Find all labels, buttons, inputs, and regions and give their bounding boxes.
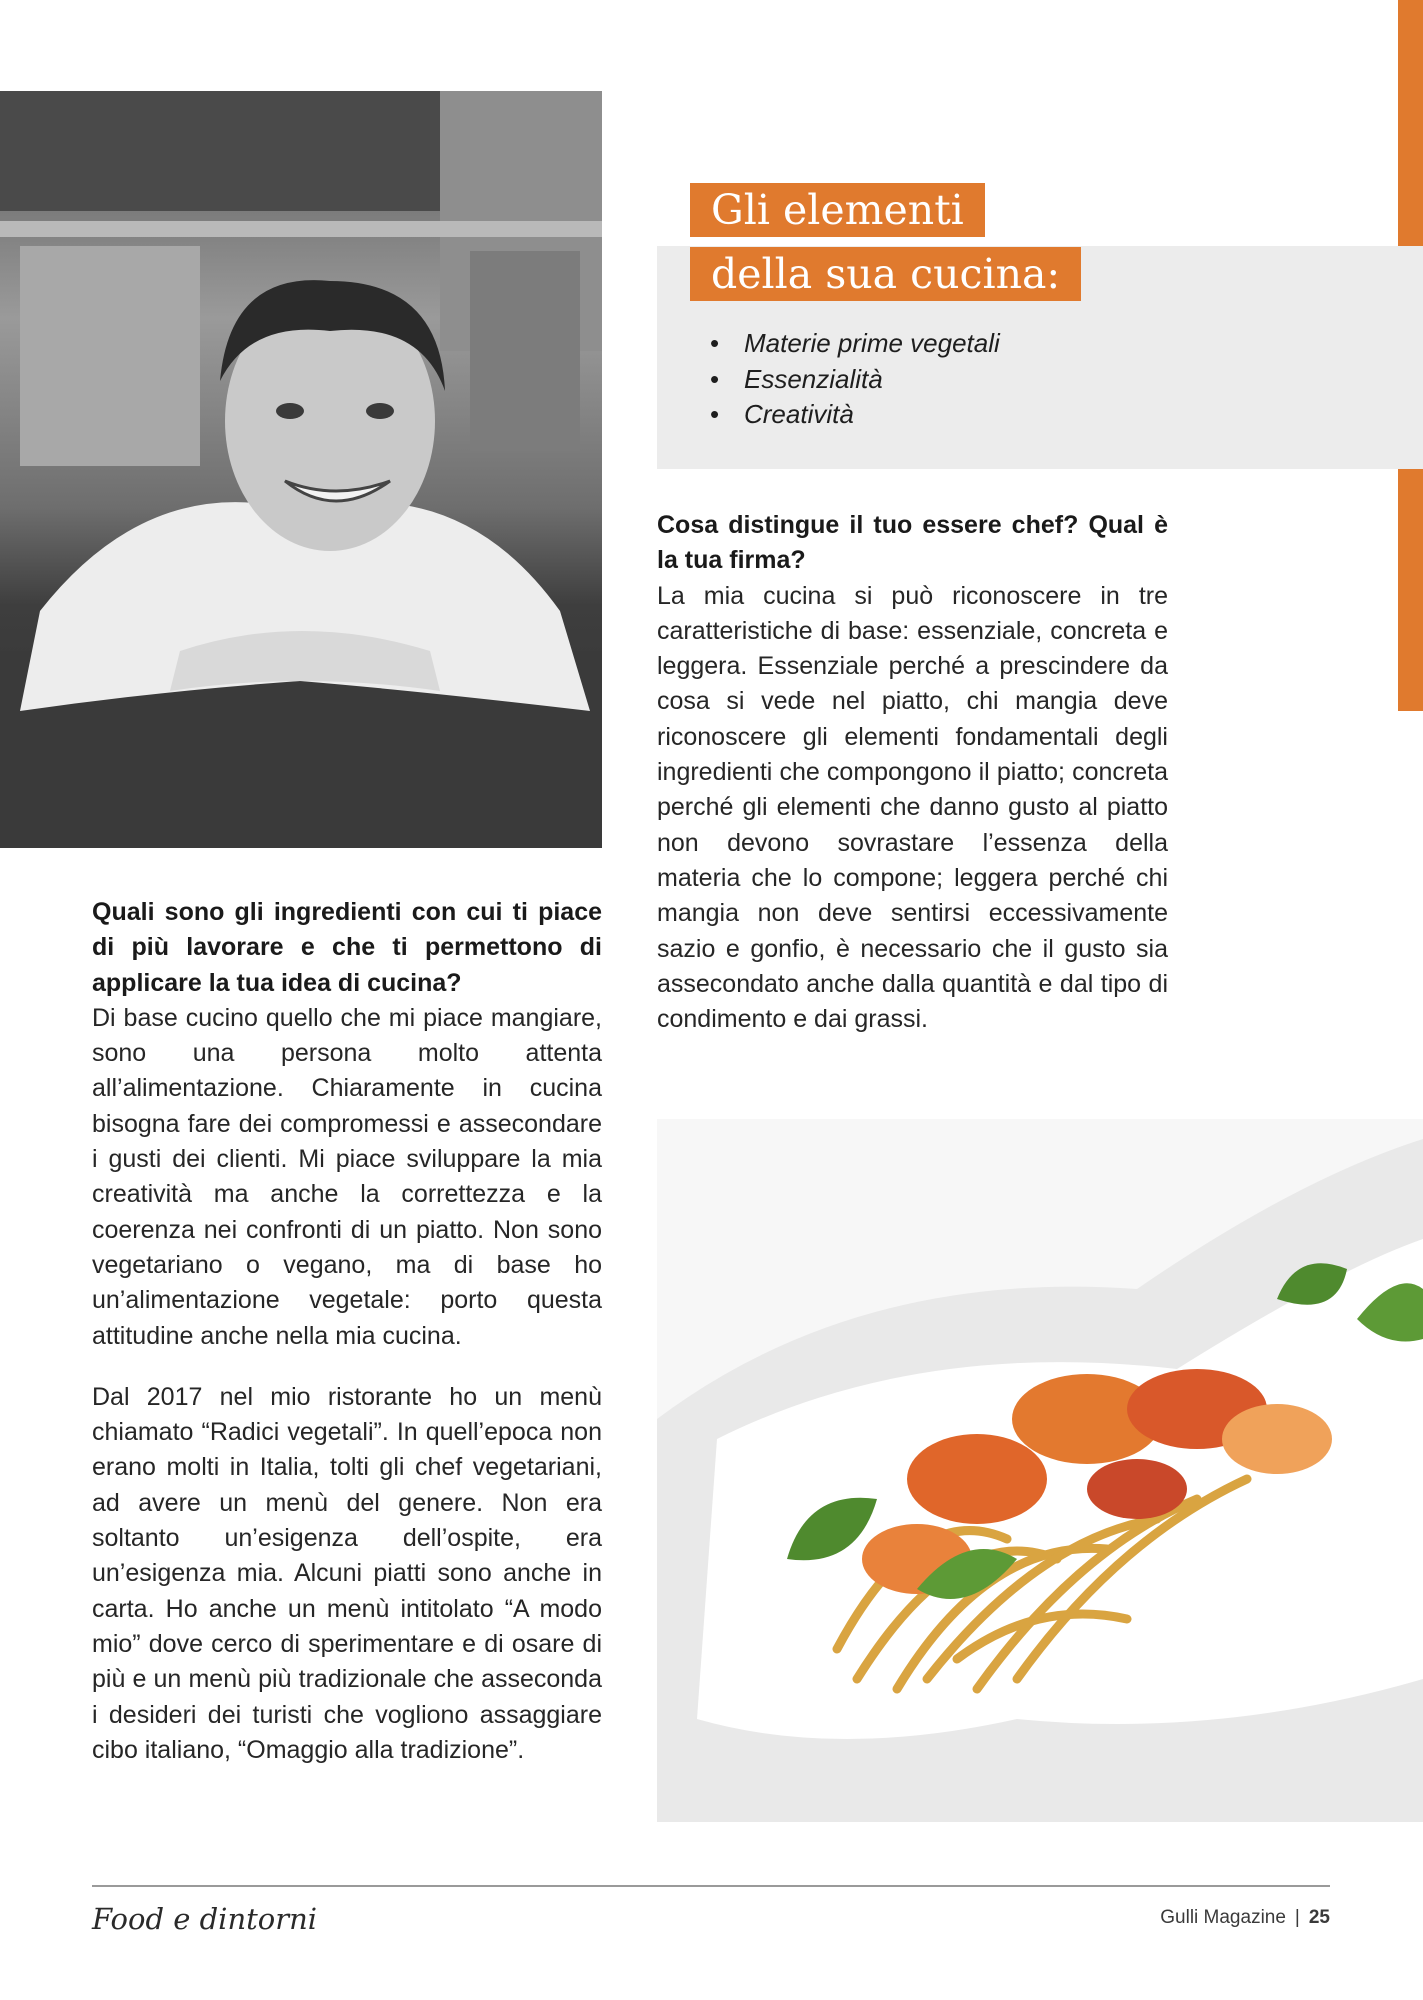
right-column — [657, 508, 1168, 1037]
footer-separator: | — [1294, 1907, 1300, 1928]
answer-paragraph: La mia cucina si può riconoscere in tre caratteristiche di base: essenziale, concreta e leggera. Essenziale perché a prescindere da cosa si vede nel piatto, chi mangia deve riconoscere gli elementi fondamentali degli ingredienti che compongono il piatto; concreta perché gli elementi che danno gusto al piatto non devono sovrastare l’essenza della materia che lo compone; leggera perché chi mangia non deve sentirsi eccessivamente sazio e gonfio, è necessario che il gusto sia assecondato anche dalla quantità e dal tipo di condimento e dai grassi. — [657, 581, 1168, 1034]
question-heading: Cosa distingue il tuo essere chef? Qual è la tua firma? — [657, 511, 1168, 575]
features-list-item: • Materie prime vegetali — [710, 326, 1000, 362]
answer-paragraph: Dal 2017 nel mio ristorante ho un menù chiamato “Radici vegetali”. In quell’epoca non erano molti in Italia, tolti gli chef vegetariani, ad avere un menù del genere. Non era soltanto un’esigenza dell’ospite, era un’esigenza mia. Alcuni piatti sono anche in carta. Ho anche un menù intitolato “A modo mio” dove cerco di sperimentare e di osare di più e un menù più tradizionale che asseconda i desideri dei turisti che vogliono assaggiare cibo italiano, “Omaggio alla tradizione”. — [92, 1382, 602, 1764]
features-list-item: • Essenzialità — [710, 362, 1000, 398]
footer-credit — [1160, 1907, 1330, 1929]
section-name: Food e dintorni — [92, 1902, 318, 1936]
page-number: 25 — [1308, 1907, 1330, 1928]
pasta-dish-photo — [657, 1119, 1423, 1822]
question-heading: Quali sono gli ingredienti con cui ti piace di più lavorare e che ti permettono di applicare la tua idea di cucina? — [92, 898, 602, 997]
pasta-dish-illustration — [657, 1119, 1423, 1822]
chef-portrait-illustration — [0, 91, 602, 848]
features-list-item: • Creatività — [710, 397, 1000, 433]
magazine-name: Gulli Magazine — [1160, 1907, 1286, 1928]
features-title-line1: Gli elementi — [690, 183, 985, 237]
features-list — [710, 326, 1000, 433]
footer-divider — [92, 1885, 1330, 1887]
left-column — [92, 895, 602, 1768]
features-title-line2: della sua cucina: — [690, 247, 1081, 301]
answer-paragraph: Di base cucino quello che mi piace mangiare, sono una persona molto attenta all’alimentazione. Chiaramente in cucina bisogna fare dei compromessi e assecondare i gusti dei clienti. Mi piace sviluppare la mia creatività ma anche la correttezza e la coerenza nei confronti di un piatto. Non sono vegetariano o vegano, ma di base ho un’alimentazione vegetale: porto questa attitudine anche nella mia cucina. — [92, 1003, 602, 1350]
chef-portrait-photo — [0, 91, 602, 848]
